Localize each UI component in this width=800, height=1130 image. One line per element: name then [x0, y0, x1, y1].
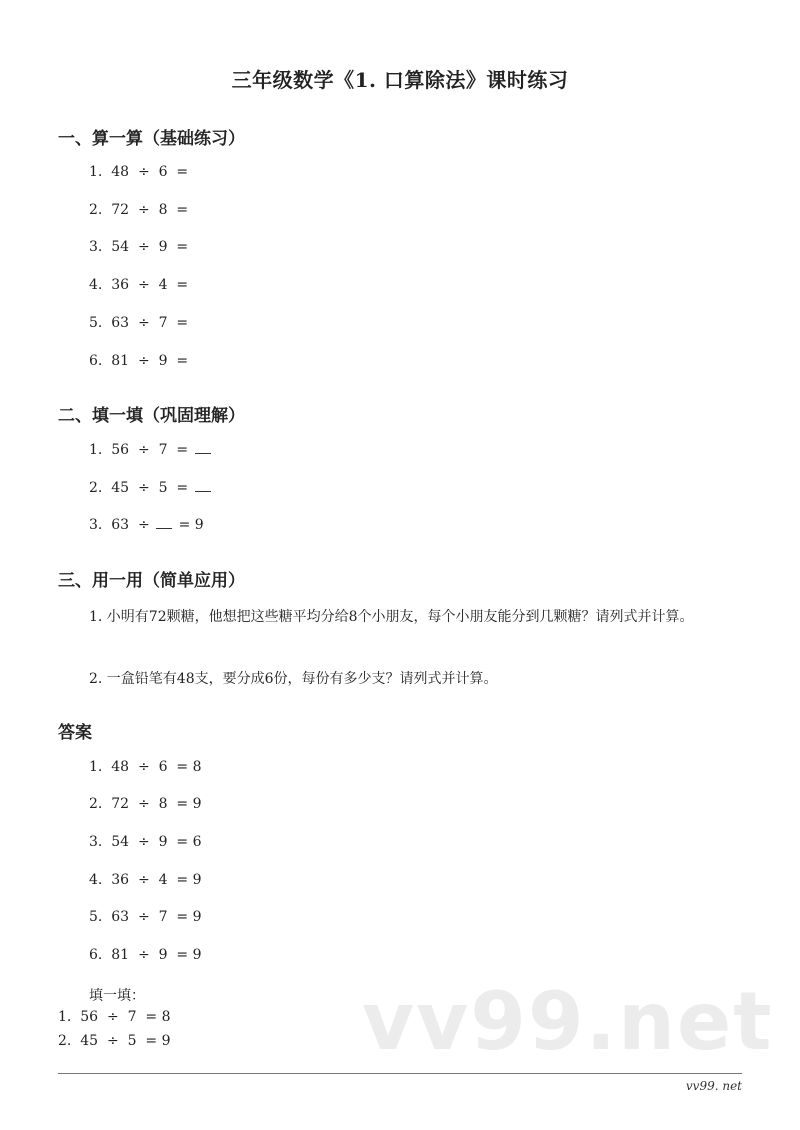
- answer-item: 6. 81 ÷ 9 = 9: [89, 947, 202, 963]
- fill-item: [89, 480, 213, 496]
- calc-item: 3. 54 ÷ 9 =: [89, 239, 189, 255]
- calc-item: 1. 48 ÷ 6 =: [89, 164, 189, 180]
- calc-item: 2. 72 ÷ 8 =: [89, 202, 189, 218]
- footer-divider: [58, 1073, 742, 1074]
- section-heading-apply: 三、用一用（简单应用）: [58, 571, 245, 591]
- fill-item: [89, 442, 213, 458]
- answer-fill-item: 2. 45 ÷ 5 = 9: [58, 1033, 171, 1049]
- fill-item-before: 1. 56 ÷ 7 =: [89, 442, 193, 458]
- answer-fill-label: 填一填：: [89, 988, 145, 1004]
- answer-blank: [195, 453, 211, 454]
- fill-item-before: 2. 45 ÷ 5 =: [89, 480, 193, 496]
- fill-item-after: = 9: [174, 517, 204, 533]
- answer-item: 4. 36 ÷ 4 = 9: [89, 872, 202, 888]
- answer-item: 3. 54 ÷ 9 = 6: [89, 834, 202, 850]
- calc-item: 4. 36 ÷ 4 =: [89, 277, 189, 293]
- section-heading-answers: 答案: [58, 723, 92, 743]
- word-problem: 2. 一盒铅笔有48支，要分成6份，每份有多少支？请列式并计算。: [89, 671, 498, 687]
- word-problem: 1. 小明有72颗糖，他想把这些糖平均分给8个小朋友，每个小朋友能分到几颗糖？请列式并计算。: [89, 609, 694, 625]
- answer-item: 2. 72 ÷ 8 = 9: [89, 796, 202, 812]
- answer-fill-item: 1. 56 ÷ 7 = 8: [58, 1009, 171, 1025]
- calc-item: 5. 63 ÷ 7 =: [89, 315, 189, 331]
- footer-site: vv99. net: [685, 1079, 742, 1093]
- page-title: 三年级数学《1. 口算除法》课时练习: [231, 68, 569, 92]
- section-heading-calc: 一、算一算（基础练习）: [58, 129, 245, 149]
- answer-blank: [156, 528, 172, 529]
- calc-item: 6. 81 ÷ 9 =: [89, 353, 189, 369]
- answer-item: 1. 48 ÷ 6 = 8: [89, 759, 202, 775]
- fill-item-before: 3. 63 ÷: [89, 517, 155, 533]
- answer-blank: [195, 491, 211, 492]
- fill-item: [89, 517, 204, 533]
- answer-item: 5. 63 ÷ 7 = 9: [89, 909, 202, 925]
- watermark: vv99.net: [362, 975, 774, 1068]
- section-heading-fill: 二、填一填（巩固理解）: [58, 406, 245, 426]
